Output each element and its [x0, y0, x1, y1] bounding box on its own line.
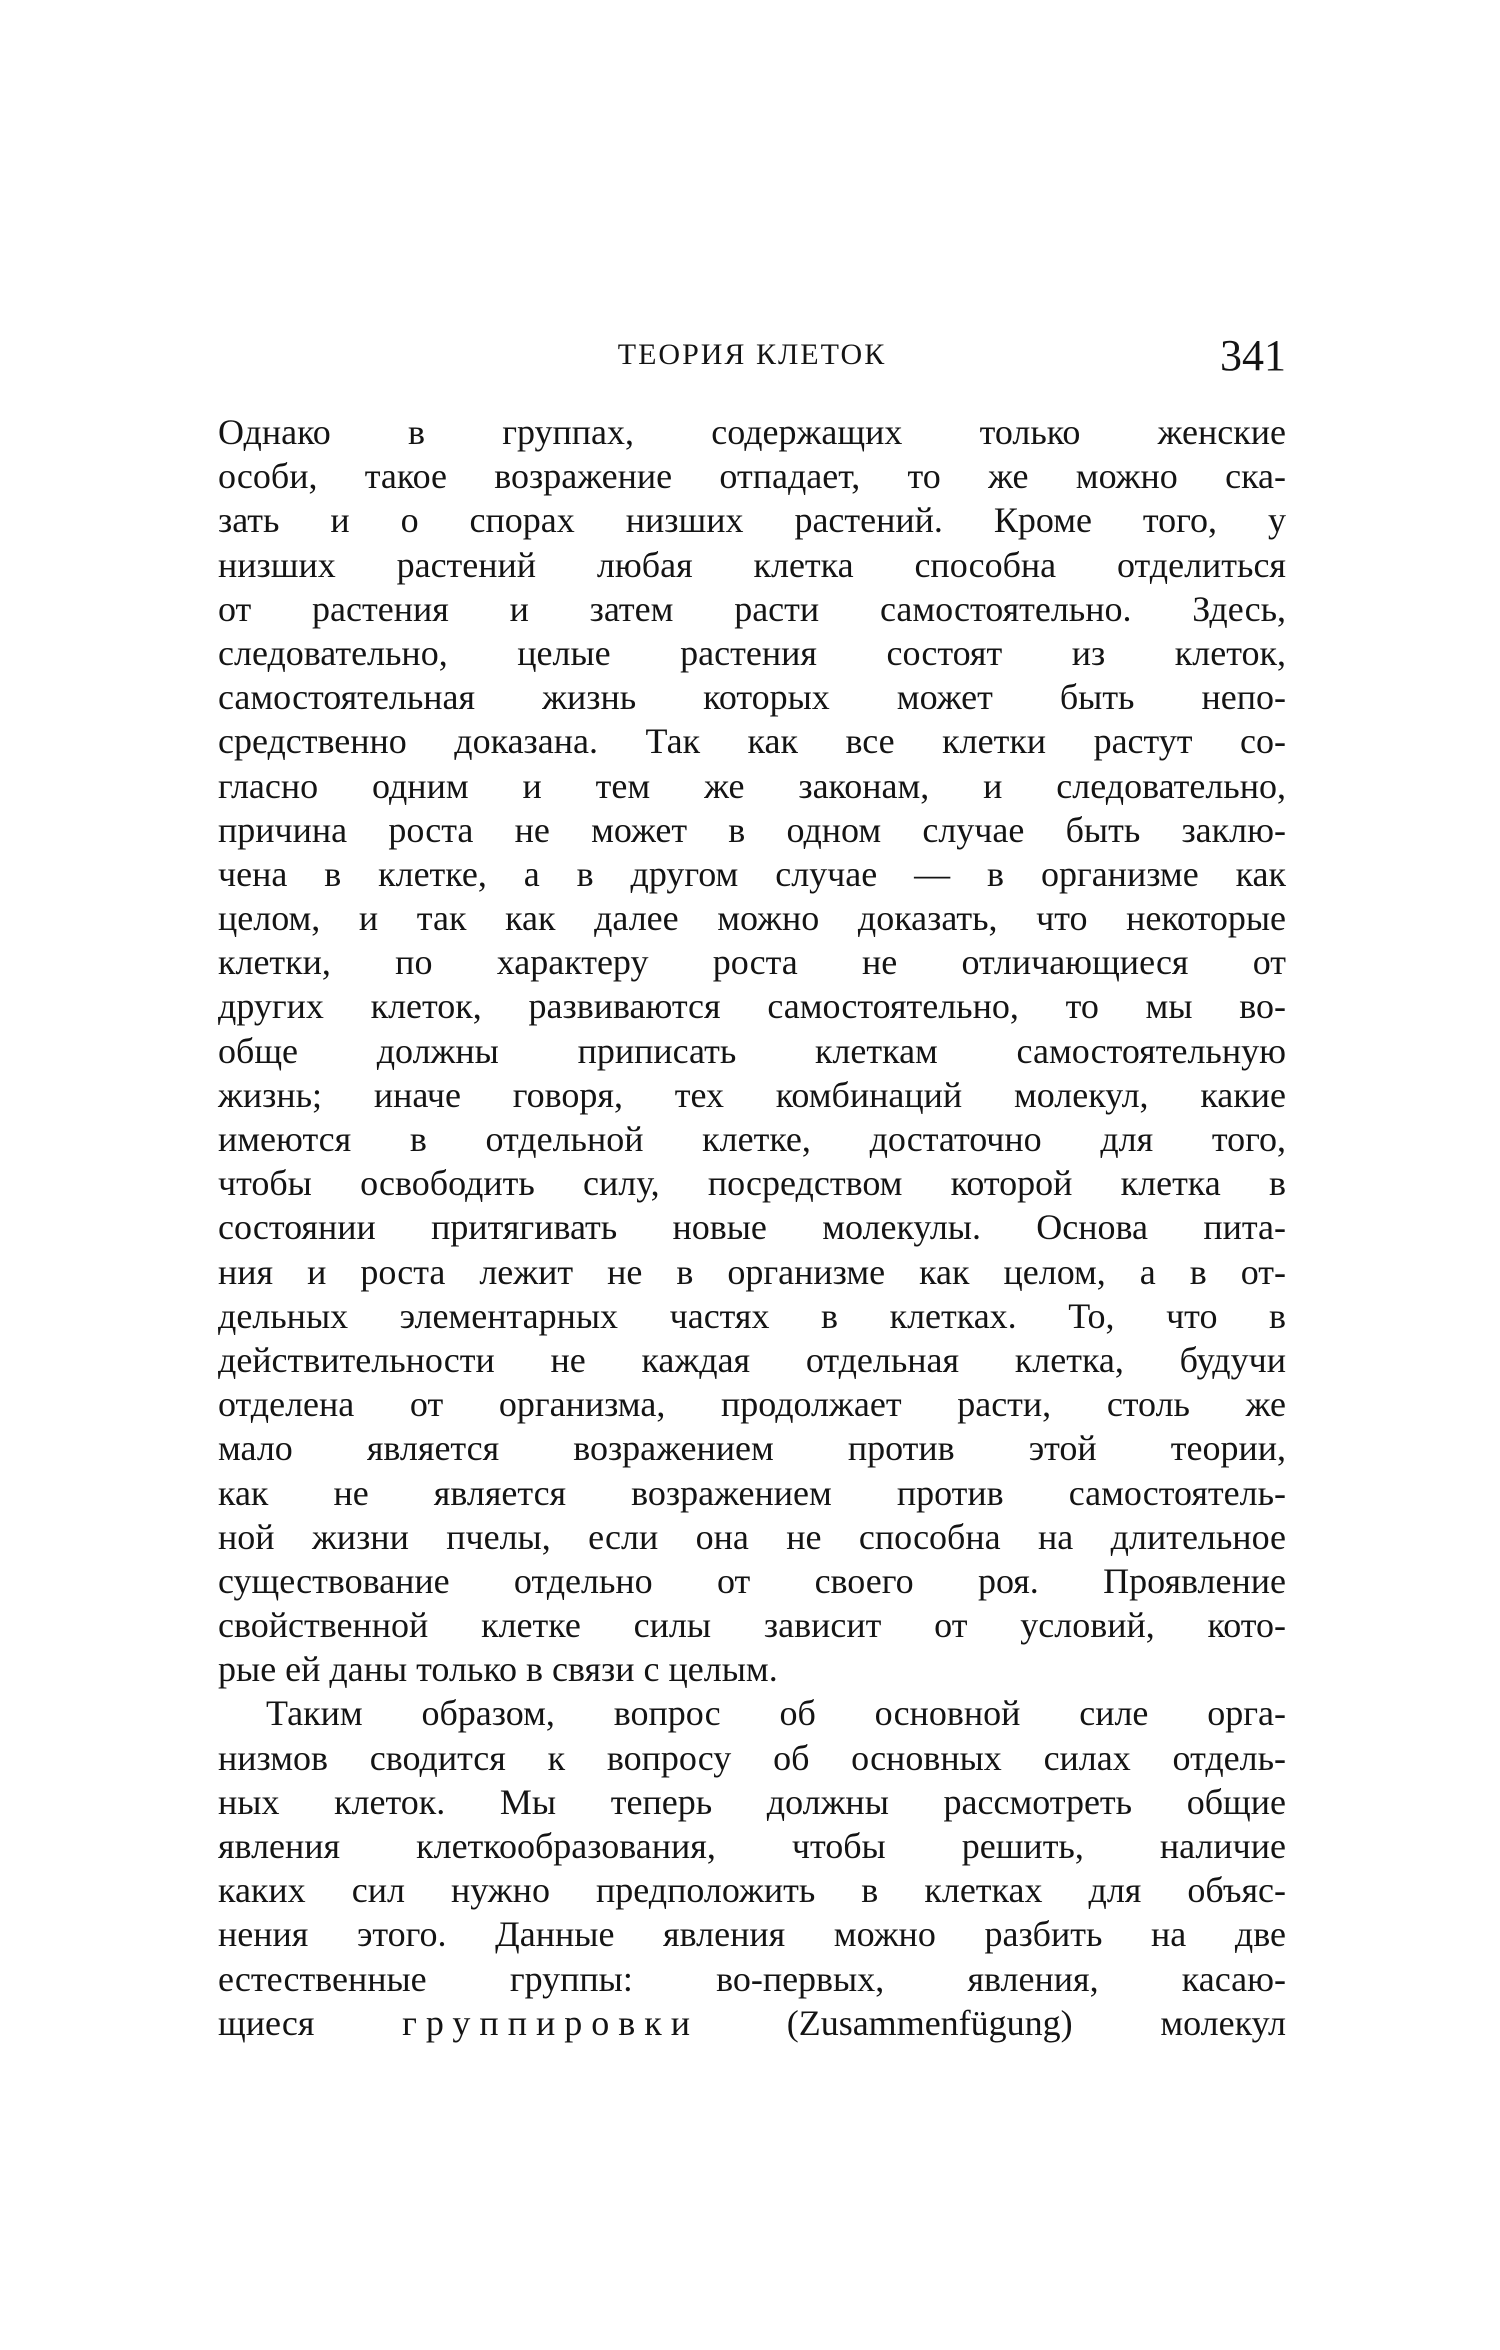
text-line: дельных элементарных частях в клетках. То, что в [218, 1295, 1286, 1336]
text-line: каких сил нужно предположить в клетках для объяс- [218, 1870, 1286, 1911]
text-line: самостоятельная жизнь которых может быть непо- [218, 677, 1286, 718]
text-line: существование отдельно от своего роя. Проявление [218, 1560, 1286, 1601]
spaced-emphasis-text: группировки [402, 2002, 699, 2043]
text-line: низмов сводится к вопросу об основных силах отдель- [218, 1737, 1286, 1778]
text-line: имеются в отдельной клетке, достаточно для того, [218, 1119, 1286, 1159]
body-text [218, 410, 1286, 2045]
text-line: явления клеткообразования, чтобы решить, наличие [218, 1826, 1286, 1866]
text-fragment: щиеся [218, 2002, 315, 2043]
text-line: ной жизни пчелы, если она не способна на длительное [218, 1516, 1286, 1557]
text-line: действительности не каждая отдельная клетка, будучи [218, 1339, 1286, 1380]
running-title: ТЕОРИЯ КЛЕТОК [617, 338, 887, 371]
running-head [218, 330, 1286, 390]
text-line: как не является возражением против самостоятель- [218, 1472, 1286, 1513]
text-line: свойственной клетке силы зависит от условий, кото- [218, 1605, 1286, 1646]
text-line: причина роста не может в одном случае быть заклю- [218, 809, 1286, 850]
text-line: состоянии притягивать новые молекулы. Основа пита- [218, 1207, 1286, 1248]
text-line: низших растений любая клетка способна отделиться [218, 544, 1286, 585]
text-line: целом, и так как далее можно доказать, что некоторые [218, 898, 1286, 939]
text-line: отделена от организма, продолжает расти, столь же [218, 1384, 1286, 1425]
page-number: 341 [1220, 331, 1286, 380]
text-line: жизнь; иначе говоря, тех комбинаций молекул, какие [218, 1074, 1286, 1115]
text-line: средственно доказана. Так как все клетки растут со- [218, 721, 1286, 762]
text-line: ных клеток. Мы теперь должны рассмотреть общие [218, 1781, 1286, 1822]
text-line: зать и о спорах низших растений. Кроме того, у [218, 500, 1286, 541]
text-line-paragraph-start: Таким образом, вопрос об основной силе орга- [266, 1693, 1286, 1734]
text-line: мало является возражением против этой теории, [218, 1428, 1286, 1469]
text-line: других клеток, развиваются самостоятельно, то мы во- [218, 986, 1286, 1027]
text-line: особи, такое возражение отпадает, то же можно ска- [218, 456, 1286, 497]
text-line: чтобы освободить силу, посредством которой клетка в [218, 1163, 1286, 1204]
text-fragment: (Zusammenfügung) молекул [786, 2002, 1286, 2043]
text-line-mixed [218, 2001, 1286, 2045]
text-line: обще должны приписать клеткам самостоятельную [218, 1030, 1286, 1071]
text-line: естественные группы: во-первых, явления, касаю- [218, 1958, 1286, 1999]
text-line: от растения и затем расти самостоятельно. Здесь, [218, 588, 1286, 629]
text-line: Однако в группах, содержащих только женские [218, 412, 1286, 452]
text-line: чена в клетке, а в другом случае — в организме как [218, 853, 1286, 894]
text-line: нения этого. Данные явления можно разбить на две [218, 1914, 1286, 1955]
text-line: клетки, по характеру роста не отличающиеся от [218, 942, 1286, 983]
text-line-paragraph-end: рые ей даны только в связи с целым. [218, 1649, 778, 1690]
text-line: гласно одним и тем же законам, и следовательно, [218, 765, 1286, 806]
text-line: ния и роста лежит не в организме как целом, а в от- [218, 1251, 1286, 1292]
text-line: следовательно, целые растения состоят из клеток, [218, 632, 1286, 673]
